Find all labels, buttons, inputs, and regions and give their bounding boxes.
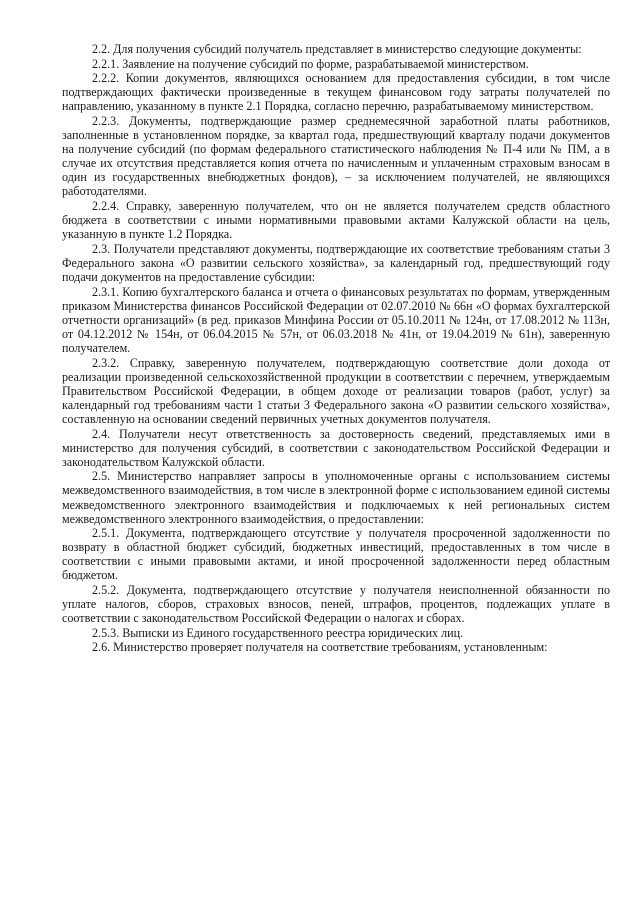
paragraph-2-2-3: 2.2.3. Документы, подтверждающие размер среднемесячной заработной платы работников, заполненные в установленном порядке, за квартал года, предшествующий кварталу подачи документов на получение субсидий (по формам федерального статистического наблюдения № П-4 или № ПМ, а в случае их отсутствия представляется копия отчета по начисленным и уплаченным страховым взносам в один из государственных внебюджетных фондов), – за исключением получателей, не являющихся работодателями.: [62, 113, 610, 199]
paragraph-2-6: 2.6. Министерство проверяет получателя на соответствие требованиям, установленным:: [92, 640, 548, 655]
paragraph-2-5-3: 2.5.3. Выписки из Единого государственного реестра юридических лиц.: [92, 625, 464, 640]
paragraph-2-3-2: 2.3.2. Справку, заверенную получателем, подтверждающую соответствие доли дохода от реализации произведенной сельскохозяйственной продукции в соответствии с перечнем, утверждаемым Правительством Российской Федерации, в общем доходе от реализации товаров (работ, услуг) за календарный год требованиям части 1 статьи 3 Федерального закона «О развитии сельского хозяйства», составленную на основании сведений первичных учетных документов получателя.: [62, 355, 610, 426]
paragraph-2-5-2: 2.5.2. Документа, подтверждающего отсутствие у получателя неисполненной обязанности по уплате налогов, сборов, страховых взносов, пеней, штрафов, процентов, подлежащих уплате в соответствии с законодательством Российской Федерации о налогах и сборах.: [62, 583, 610, 626]
paragraph-2-2: 2.2. Для получения субсидий получатель представляет в министерство следующие документы:: [92, 42, 582, 56]
paragraph-2-2-2: 2.2.2. Копии документов, являющихся основанием для предоставления субсидии, в том числе подтверждающих фактически произведенные в текущем финансовом году затраты получателей по направлению, указанному в пункте 2.1 Порядка, согласно перечню, разрабатываемому министерством.: [62, 71, 610, 114]
paragraph-2-2-4: 2.2.4. Справку, заверенную получателем, что он не является получателем средств областного бюджета в соответствии с иными нормативными правовыми актами Калужской области на цель, указанную в пункте 1.2 Порядка.: [62, 199, 610, 242]
paragraph-2-3-1: 2.3.1. Копию бухгалтерского баланса и отчета о финансовых результатах по формам, утвержденным приказом Министерства финансов Российской Федерации от 02.07.2010 № 66н «О формах бухгалтерской отчетности организаций» (в ред. приказов Минфина России от 05.10.2011 № 124н, от 17.08.2012 № 113н, от 04.12.2012 № 154н, от 06.04.2015 № 57н, от 06.03.2018 № 41н, от 19.04.2019 № 61н), заверенную получателем.: [62, 284, 610, 355]
paragraph-2-5-1: 2.5.1. Документа, подтверждающего отсутствие у получателя просроченной задолженности по возврату в областной бюджет субсидий, бюджетных инвестиций, предоставленных в том числе в соответствии с иными правовыми актами, и иной просроченной задолженности перед областным бюджетом.: [62, 526, 610, 583]
document-page: [62, 42, 610, 655]
paragraph-2-4: 2.4. Получатели несут ответственность за достоверность сведений, представляемых ими в министерство для получения субсидий, в соответствии с законодательством Российской Федерации и законодательством Калужской области.: [62, 426, 610, 469]
paragraph-2-5: 2.5. Министерство направляет запросы в уполномоченные органы с использованием системы межведомственного взаимодействия, в том числе в электронной форме с использованием единой системы межведомственного электронного взаимодействия и подключаемых к ней региональных систем межведомственного электронного взаимодействия, о предоставлении:: [62, 469, 610, 526]
paragraph-2-2-1: 2.2.1. Заявление на получение субсидий по форме, разрабатываемой министерством.: [92, 56, 529, 71]
paragraph-2-3: 2.3. Получатели представляют документы, подтверждающие их соответствие требованиям статьи 3 Федерального закона «О развитии сельского хозяйства», за календарный год, предшествующий году подачи документов на предоставление субсидии:: [62, 241, 610, 284]
